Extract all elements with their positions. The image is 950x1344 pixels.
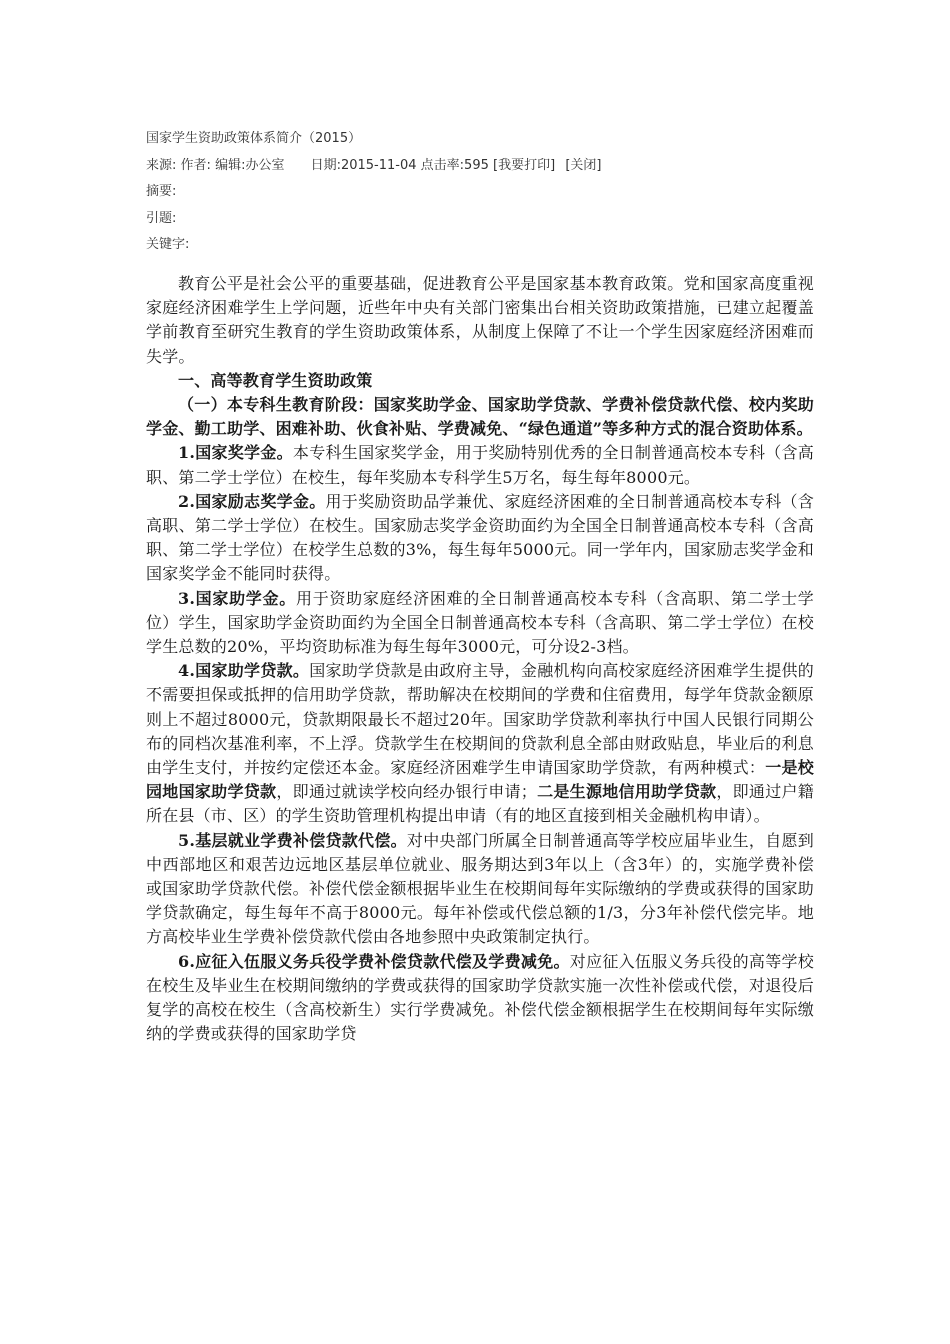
policy-item-title: 5.基层就业学费补偿贷款代偿。 (178, 830, 407, 850)
policy-item-student-loan (146, 659, 814, 828)
policy-item-title: 4.国家助学贷款。 (178, 661, 310, 681)
policy-item-text: 本专科生国家奖学金，用于奖励特别优秀的全日制普通高校本专科（含高职、第二学士学位）在校生，每年奖励本专科学生5万名，每生每年8000元。 (146, 443, 814, 487)
policy-item-title: 3.国家助学金。 (178, 588, 296, 608)
policy-item-title: 6.应征入伍服义务兵役学费补偿贷款代偿及学费减免。 (178, 951, 570, 971)
section-heading: 一、高等教育学生资助政策 (178, 370, 373, 390)
publish-date: 日期:2015-11-04 (310, 157, 417, 173)
policy-item-title: 2.国家励志奖学金。 (178, 491, 326, 511)
close-link[interactable]: [关闭] (565, 157, 602, 173)
policy-item-text: 国家助学贷款是由政府主导，金融机构向高校家庭经济困难学生提供的不需要担保或抵押的信用助学贷款，帮助解决在校期间的学费和住宿费用，每学年贷款金额原则上不超过8000元，贷款期限最长不超过20年。国家助学贷款利率执行中国人民银行同期公布的同档次基准利率，不上浮。贷款学生在校期间的贷款利息全部由财政贴息，毕业后的利息由学生支付，并按约定偿还本金。家庭经济困难学生申请国家助学贷款，有两种模式： (146, 661, 814, 778)
article-title: 国家学生资助政策体系简介（2015） (146, 131, 362, 146)
subsection-heading: （一）本专科生教育阶段：国家奖助学金、国家助学贷款、学费补偿贷款代偿、校内奖助学金、勤工助学、困难补助、伙食补贴、学费减免、“绿色通道”等多种方式的混合资助体系。 (146, 395, 814, 439)
editor-info: 编辑:办公室 (215, 157, 285, 173)
print-link[interactable]: [我要打印] (493, 157, 556, 173)
policy-item-text: 用于奖励资助品学兼优、家庭经济困难的全日制普通高校本专科（含高职、第二学士学位）在校生。国家励志奖学金资助面约为全国全日制普通高校本专科（含高职、第二学士学位）在校学生总数的3%，每生每年5000元。同一学年内，国家励志奖学金和国家奖学金不能同时获得。 (146, 491, 814, 584)
lead-label: 引题: (146, 210, 177, 226)
policy-item-national-grant (146, 587, 814, 660)
policy-item-text: ，即通过就读学校向经办银行申请； (276, 782, 537, 802)
policy-item-title: 1.国家奖学金。 (178, 443, 293, 463)
article-info-row (146, 153, 846, 180)
article-body (146, 272, 814, 1047)
source-label: 来源: (146, 157, 177, 173)
policy-item-grassroots-compensation (146, 829, 814, 950)
loan-mode-campus: 一是校园地国家助学贷款 (146, 758, 814, 802)
policy-item-text: ，即通过户籍所在县（市、区）的学生资助管理机构提出申请（有的地区直接到相关金融机构申请）。 (146, 782, 815, 826)
click-count: 点击率:595 (420, 157, 489, 173)
article-meta (146, 126, 846, 259)
intro-paragraph: 教育公平是社会公平的重要基础，促进教育公平是国家基本教育政策。党和国家高度重视家庭经济困难学生上学问题，近些年中央有关部门密集出台相关资助政策措施，已建立起覆盖学前教育至研究生教育的学生资助政策体系，从制度上保障了不让一个学生因家庭经济困难而失学。 (146, 274, 814, 366)
loan-mode-origin: 二是生源地信用助学贷款 (536, 782, 717, 802)
keywords-label: 关键字: (146, 237, 190, 252)
policy-item-national-scholarship (146, 441, 814, 489)
policy-item-text: 对中央部门所属全日制普通高等学校应届毕业生，自愿到中西部地区和艰苦边远地区基层单位就业、服务期达到3年以上（含3年）的，实施学费补偿或国家助学贷款代偿。补偿代偿金额根据毕业生在校期间每年实际缴纳的学费或获得的国家助学贷款确定，每生每年不高于8000元。每年补偿或代偿总额的1/3，分3年补偿代偿完毕。地方高校毕业生学费补偿贷款代偿由各地参照中央政策制定执行。 (146, 830, 814, 947)
policy-item-text: 对应征入伍服义务兵役的高等学校在校生及毕业生在校期间缴纳的学费或获得的国家助学贷款实施一次性补偿或代偿，对退役后复学的高校在校生（含高校新生）实行学费减免。补偿代偿金额根据学生在校期间每年实际缴纳的学费或获得的国家助学贷 (146, 951, 814, 1044)
author-label: 作者: (180, 157, 211, 173)
policy-item-inspirational-scholarship (146, 490, 814, 587)
policy-item-text: 用于资助家庭经济困难的全日制普通高校本专科（含高职、第二学士学位）学生，国家助学金资助面约为全国全日制普通高校本专科（含高职、第二学士学位）在校学生总数的20%，平均资助标准为每生每年3000元，可分设2-3档。 (146, 588, 814, 657)
policy-item-military-compensation (146, 950, 814, 1047)
abstract-label: 摘要: (146, 184, 177, 199)
